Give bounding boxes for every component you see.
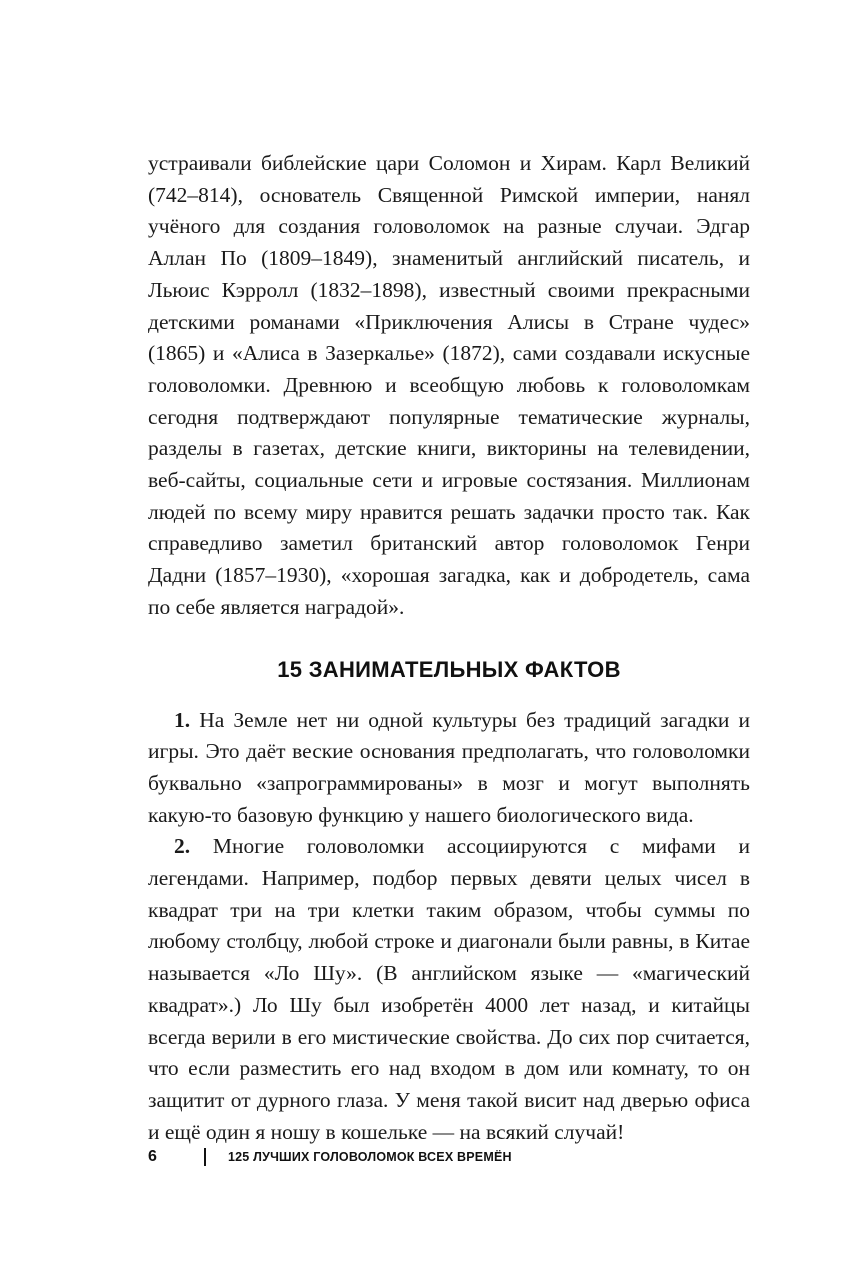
footer-separator <box>204 1148 206 1166</box>
page-number: 6 <box>148 1148 157 1165</box>
section-heading: 15 ЗАНИМАТЕЛЬНЫХ ФАКТОВ <box>277 656 621 682</box>
fact-paragraph-1 <box>148 705 750 832</box>
fact-paragraph-2 <box>148 831 750 1148</box>
fact-number-2: 2. <box>174 834 191 859</box>
intro-paragraph: устраивали библейские цари Соломон и Хирам. Карл Великий (742–814), основатель Священной Римской империи, нанял учёного для создания головоломок на разные случаи. Эдгар Аллан По (1809–1849), знаменитый английский писатель, и Льюис Кэрролл (1832–1898), известный своими прекрасными детскими романами «Приключения Алисы в Стране чудес» (1865) и «Алиса в Зазеркалье» (1872), сами создавали искусные головоломки. Древнюю и всеобщую любовь к головоломкам сегодня подтверждают популярные тематические журналы, разделы в газетах, детские книги, викторины на телевидении, веб-сайты, социальные сети и игровые состязания. Миллионам людей по всему миру нравится решать задачки просто так. Как справедливо заметил британский автор головоломок Генри Дадни (1857–1930), «хорошая загадка, как и добродетель, сама по себе является наградой». <box>148 151 750 619</box>
fact-number-1: 1. <box>174 707 191 732</box>
fact-text-2: Многие головоломки ассоциируются с мифами и легендами. Например, подбор первых девяти целых чисел в квадрат три на три клетки таким образом, чтобы суммы по любому столбцу, любой строке и диагонали были равны, в Китае называется «Ло Шу». (В английском языке — «магический квадрат».) Ло Шу был изобретён 4000 лет назад, и китайцы всегда верили в его мистические свойства. До сих пор считается, что если разместить его над входом в дом или комнату, то он защитит от дурного глаза. У меня такой висит над дверью офиса и ещё один я ношу в кошельке — на всякий случай! <box>148 834 750 1144</box>
page-content <box>148 148 750 1148</box>
page-footer <box>148 1146 512 1168</box>
fact-text-1: На Земле нет ни одной культуры без традиций загадки и игры. Это даёт веские основания предполагать, что головоломки буквально «запрограммированы» в мозг и могут выполнять какую-то базовую функцию у нашего биологического вида. <box>148 707 750 827</box>
running-title: 125 ЛУЧШИХ ГОЛОВОЛОМОК ВСЕХ ВРЕМЁН <box>228 1150 512 1164</box>
